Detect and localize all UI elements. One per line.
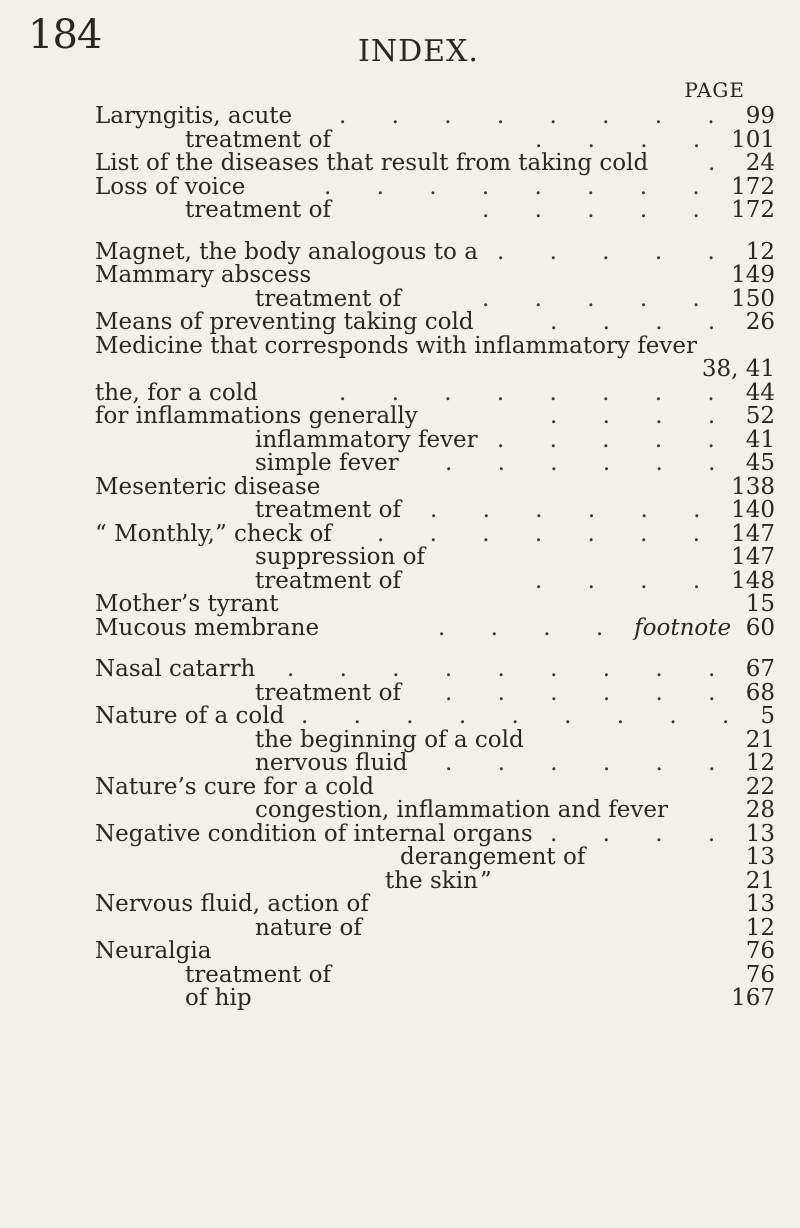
entry-page: 38, 41: [701, 356, 775, 382]
leader-dots: . . . . . .: [430, 497, 720, 523]
entry-label: Nature of a cold: [95, 703, 285, 729]
index-entry: [95, 473, 775, 500]
entry-page: 22: [745, 773, 775, 800]
index-entry: [95, 452, 775, 476]
index-entry: [95, 726, 775, 753]
entry-page: 41: [745, 426, 775, 453]
entry-page: 44: [745, 379, 775, 406]
index-entry: [95, 705, 775, 729]
leader-dots: . . . .: [550, 820, 735, 847]
entry-label: Mucous membrane: [95, 614, 320, 641]
leader-dots: . . . . . .: [445, 750, 735, 776]
entry-page: 28: [745, 797, 775, 823]
index-entry: [95, 820, 775, 847]
leader-dots: . . . .: [535, 126, 720, 153]
index-entry: [95, 358, 775, 382]
leader-dots: . . . . . . . . .: [287, 656, 735, 682]
index-entry: [95, 846, 775, 870]
entry-page: 149: [731, 262, 775, 288]
index-entry: [95, 264, 775, 288]
index-entry: [95, 567, 775, 594]
footnote-marker: footnote: [634, 614, 732, 641]
ditto-mark: ”: [480, 867, 492, 894]
entry-label: treatment of: [185, 961, 331, 988]
leader-dots: . . . .: [550, 309, 735, 335]
leader-dots: . . . . . .: [445, 450, 735, 476]
entry-page: 150: [731, 285, 775, 312]
index-entry: [95, 520, 775, 547]
entry-page: 68: [745, 679, 775, 706]
index-entry: [95, 173, 775, 200]
entry-label: nervous fluid: [255, 750, 408, 776]
leader-dots: . . . .: [535, 567, 720, 594]
index-entry: [95, 332, 775, 359]
entry-page: [634, 614, 775, 641]
entry-page: 167: [731, 985, 775, 1011]
entry-page: 140: [731, 497, 775, 523]
index-entry: [95, 499, 775, 523]
index-entry: [95, 799, 775, 823]
entry-page: 12: [745, 750, 775, 776]
leader-dots: .: [708, 150, 735, 176]
index-entries: [95, 105, 775, 1029]
leader-dots: . . . . . .: [445, 679, 735, 706]
entry-label: treatment of: [185, 197, 331, 223]
entry-page: 12: [745, 914, 775, 941]
entry-page: 12: [745, 238, 775, 265]
leader-dots: . . . . .: [482, 285, 719, 312]
index-group: [95, 105, 775, 223]
leader-dots: . . . . . . . . .: [301, 703, 749, 729]
entry-label: treatment of: [185, 126, 331, 153]
index-entry: [95, 152, 775, 176]
entry-label: Mesenteric disease: [95, 473, 321, 500]
leader-dots: . . . . .: [497, 238, 734, 265]
entry-page: 172: [731, 173, 775, 200]
entry-label: derangement of: [400, 844, 586, 870]
entry-label: treatment of: [255, 497, 401, 523]
leader-dots: . . . . . . . .: [324, 173, 719, 200]
leader-dots: . . . .: [550, 403, 735, 429]
index-entry: [95, 126, 775, 153]
entry-page: 24: [745, 150, 775, 176]
entry-label: the, for a cold: [95, 379, 258, 406]
entry-page: 138: [731, 473, 775, 500]
entry-page: 5: [760, 703, 775, 729]
index-entry: [95, 752, 775, 776]
entry-label: Laryngitis, acute: [95, 103, 293, 129]
page-column-heading: PAGE: [684, 78, 745, 102]
entry-page: 52: [745, 403, 775, 429]
entry-page: 45: [745, 450, 775, 476]
entry-page: 172: [731, 197, 775, 223]
entry-label: Mother’s tyrant: [95, 591, 279, 617]
index-entry: [95, 546, 775, 570]
entry-label: the beginning of a cold: [255, 726, 524, 753]
entry-label: nature of: [255, 914, 362, 941]
index-entry: [95, 679, 775, 706]
entry-page: 147: [731, 544, 775, 570]
leader-dots: . . . . . . . .: [339, 379, 734, 406]
entry-page: 76: [745, 938, 775, 964]
entry-label: for inflammations generally: [95, 403, 418, 429]
index-entry: [95, 893, 775, 917]
entry-page: 13: [745, 844, 775, 870]
index-entry: [95, 961, 775, 988]
entry-label: suppression of: [255, 544, 425, 570]
entry-page: 99: [745, 103, 775, 129]
index-entry: [95, 867, 775, 894]
entry-label: Mammary abscess: [95, 262, 312, 288]
leader-dots: . . . . .: [497, 426, 734, 453]
entry-page: 148: [731, 567, 775, 594]
entry-label: treatment of: [255, 567, 401, 594]
entry-page: 13: [745, 820, 775, 847]
entry-label: Negative condition of internal organs: [95, 820, 533, 847]
entry-page: 67: [745, 656, 775, 682]
entry-page: 76: [745, 961, 775, 988]
entry-label: Loss of voice: [95, 173, 246, 200]
entry-label: Magnet, the body analogous to a: [95, 238, 478, 265]
index-entry: [95, 405, 775, 429]
index-group: [95, 238, 775, 641]
page-number-value: 60: [745, 614, 775, 641]
entry-page: 21: [745, 726, 775, 753]
entry-label: Means of preventing taking cold: [95, 309, 474, 335]
leader-dots: . . . .: [438, 614, 623, 641]
entry-label: treatment of: [255, 679, 401, 706]
entry-page: 26: [745, 309, 775, 335]
entry-label: inflammatory fever: [255, 426, 478, 453]
entry-label: Nasal catarrh: [95, 656, 256, 682]
entry-label: List of the diseases that result from taking cold: [95, 150, 649, 176]
entry-page: 101: [731, 126, 775, 153]
entry-label: treatment of: [255, 285, 401, 312]
leader-dots: . . . . . . .: [377, 520, 720, 547]
entry-page: 21: [745, 867, 775, 894]
index-entry: [95, 238, 775, 265]
index-entry: [95, 593, 775, 617]
index-entry: [95, 426, 775, 453]
entry-page: 15: [745, 591, 775, 617]
index-entry: [95, 199, 775, 223]
index-entry: [95, 105, 775, 129]
index-entry: [95, 940, 775, 964]
entry-page: 147: [731, 520, 775, 547]
index-entry: [95, 773, 775, 800]
leader-dots: . . . . .: [482, 197, 719, 223]
page-number: 184: [28, 12, 102, 58]
index-group: [95, 658, 775, 1011]
entry-label: Nature’s cure for a cold: [95, 773, 375, 800]
entry-page: 13: [745, 891, 775, 917]
index-entry: [95, 379, 775, 406]
entry-label: Neuralgia: [95, 938, 212, 964]
index-entry: [95, 311, 775, 335]
leader-dots: . . . . . . . .: [339, 103, 734, 129]
entry-label: of hip: [185, 985, 252, 1011]
index-entry: [95, 987, 775, 1011]
entry-label: simple fever: [255, 450, 399, 476]
entry-label: the skin: [385, 867, 478, 894]
index-entry: [95, 658, 775, 682]
index-entry: [95, 614, 775, 641]
entry-label: congestion, inflammation and fever: [255, 797, 668, 823]
entry-label: Medicine that corresponds with inflammatory fever: [95, 332, 697, 359]
index-entry: [95, 914, 775, 941]
index-entry: [95, 285, 775, 312]
entry-label: “ Monthly,” check of: [95, 520, 332, 547]
entry-label: Nervous fluid, action of: [95, 891, 369, 917]
page-title: INDEX.: [358, 34, 479, 69]
